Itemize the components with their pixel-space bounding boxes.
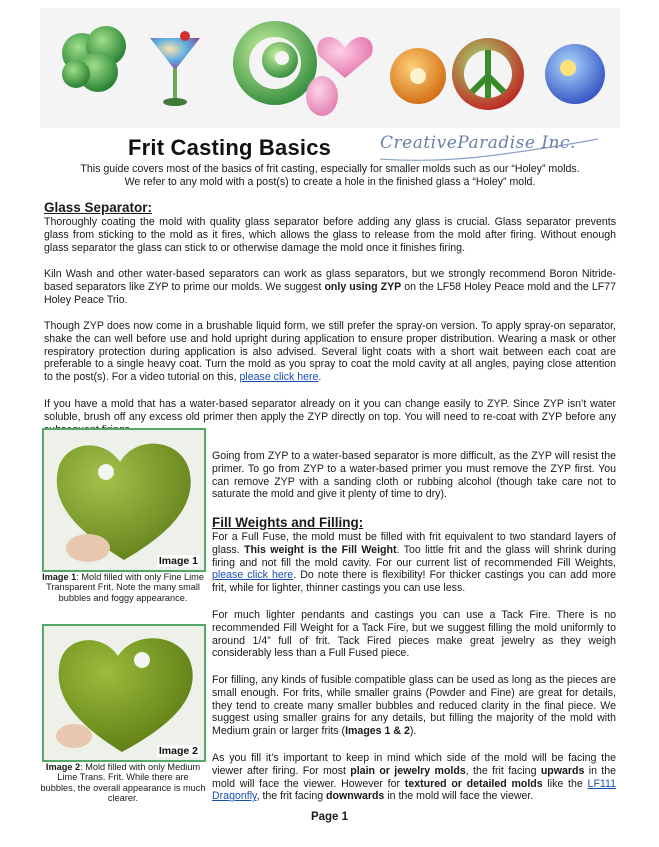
intro-line-2: We refer to any mold with a post(s) to create a hole in the finished glass a “Holey” mold. <box>124 175 536 188</box>
emphasis-text: downwards <box>326 790 385 803</box>
emphasis-text: upwards <box>540 764 585 777</box>
image-1-photo <box>42 428 206 572</box>
caption-text: : Mold filled with only Fine Lime Transparent Frit. Note the many small bubbles and foggy appearance. <box>46 572 204 603</box>
text-run: Kiln Wash and other water-based separators can work as glass separators, but we strongly recommend Boron Nitride-based separators like ZYP to prime our molds. We suggest <box>44 268 616 293</box>
clover-casting <box>62 26 126 92</box>
separator-paragraph-3 <box>44 320 616 384</box>
separator-paragraph-1: Thoroughly coating the mold with quality glass separator before adding any glass is crucial. Glass separator prevents glass from sticking to the mold as it fires, which allows the glass to release from the mold after firing. Without enough glass separator the glass can stick to or otherwise damage the mold once it finishes firing. <box>44 216 616 254</box>
lime-medium-heart-casting <box>44 626 204 760</box>
text-run: in the mold will face the viewer. <box>384 790 534 803</box>
text-run: For filling, any kinds of fusible compatible glass can be used as long as the pieces are small enough. For frits, while smaller grains (Powder and Fine) are great for details, they tend to create many smaller bubbles and reduced clarity in the final piece. We suggest using smaller grains for any details, but filling the majority of the mold with Medium grain or larger frits ( <box>212 674 616 738</box>
orange-flower-casting <box>390 48 446 104</box>
caption-bold: Image 1 <box>42 572 77 582</box>
image-1-caption <box>40 572 206 603</box>
emphasis-text: Images 1 & 2 <box>345 725 410 738</box>
martini-glass-casting <box>150 31 200 106</box>
blue-flower-casting <box>545 44 605 104</box>
emphasis-text: plain or jewelry molds <box>350 764 466 777</box>
spiral-casting <box>233 21 317 105</box>
dragonfly-mold-link[interactable]: LF111 Dragonfly <box>212 777 617 803</box>
lime-fine-heart-casting <box>44 430 204 570</box>
fill-paragraph-2: For much lighter pendants and castings you can use a Tack Fire. There is no recommended Fill Weight for a Tack Fire, but we suggest filling the mold uniformly to around 1/4” full of frit. Tack Fired pieces make great jewelry as they weigh considerably less than a Full Fused piece. <box>212 609 616 660</box>
text-run: . Do note there is flexibility! For thicker castings you can add more frit, while for lighter, thinner castings you can use less. <box>212 569 616 595</box>
caption-bold: Image 2 <box>45 762 81 772</box>
text-run: , the frit facing <box>256 790 327 803</box>
intro-text <box>40 163 620 189</box>
fill-paragraph-3 <box>212 674 616 738</box>
title-row <box>0 133 659 165</box>
text-run: like the <box>542 777 588 790</box>
separator-paragraph-5: Going from ZYP to a water-based separator is more difficult, as the ZYP will resist the primer. To go from ZYP to a water-based primer you must remove the ZYP first. You can remove ZYP with a sanding cloth or rubbing alcohol (though take care not to saturate the mold and give it plenty of time to dry). <box>212 450 616 501</box>
emphasis-text: only using ZYP <box>324 280 402 293</box>
intro-line-1: This guide covers most of the basics of frit casting, especially for smaller molds such as our “Holey” molds. <box>80 163 580 175</box>
fill-paragraph-1 <box>212 531 616 595</box>
video-tutorial-link[interactable]: please click here <box>239 371 319 384</box>
section-heading-separator: Glass Separator: <box>44 200 153 215</box>
emphasis-text: This weight is the Fill Weight <box>244 543 397 556</box>
text-run: ). <box>409 725 417 738</box>
text-run: in the mold will face the viewer. However for <box>212 764 617 790</box>
image-1-label: Image 1 <box>158 555 198 567</box>
text-run: on the LF58 Holey Peace mold and the LF77 Holey Peace Trio. <box>44 280 617 306</box>
page-title: Frit Casting Basics <box>128 135 332 160</box>
separator-paragraph-2 <box>44 268 616 306</box>
pink-heart-casting <box>317 37 372 78</box>
text-run: . <box>318 371 322 384</box>
banner-illustration <box>40 8 620 128</box>
text-run: . Too little frit and the glass will shrink during firing and not fill the mold cavity. For our current list of recommended Fill Weights, <box>212 543 617 569</box>
text-run: Though ZYP does now come in a brushable liquid form, we still prefer the spray-on version. To apply spray-on separator, shake the can well before use and hold upright during application to ensure proper distribution. Wearing a mask or other respiratory protection during application is also advised. Several light coats with a short wait between each coat are preferable to a single heavy coat. Turn the mold as you spray to coat the mold cavity at all angles, paying close attention to the post(s). For a video tutorial on this, <box>44 320 616 384</box>
emphasis-text: textured or detailed molds <box>404 777 543 790</box>
image-2-caption <box>40 762 206 804</box>
peace-sign-casting <box>452 38 524 110</box>
section-heading-fill-weights: Fill Weights and Filling: <box>212 515 364 530</box>
text-run: As you fill it’s important to keep in mind which side of the mold will be facing the viewer after firing. For most <box>212 752 616 777</box>
page-number: Page 1 <box>310 811 349 823</box>
pink-teardrop-casting <box>306 76 338 116</box>
caption-text: : Mold filled with only Medium Lime Trans. Frit. While there are bubbles, the overall appearance is much clearer. <box>40 762 206 804</box>
company-logo: CreativeParadise Inc. <box>380 133 576 153</box>
separator-paragraph-4: If you have a mold that has a water-based separator already on it you can change easily to ZYP. Since ZYP isn’t water soluble, brush off any excess old primer then apply the ZYP directly on top. You will need to re-coat with ZYP before any <box>44 398 616 423</box>
image-2-label: Image 2 <box>158 745 198 757</box>
fill-paragraph-4 <box>212 752 616 803</box>
glass-castings-banner <box>40 8 620 128</box>
text-run: For a Full Fuse, the mold must be filled with frit equivalent to two standard layers of glass. <box>212 531 616 556</box>
fill-weights-link[interactable]: please click here <box>212 569 294 582</box>
text-run: , the frit facing <box>465 764 541 777</box>
image-2-photo <box>42 624 206 762</box>
